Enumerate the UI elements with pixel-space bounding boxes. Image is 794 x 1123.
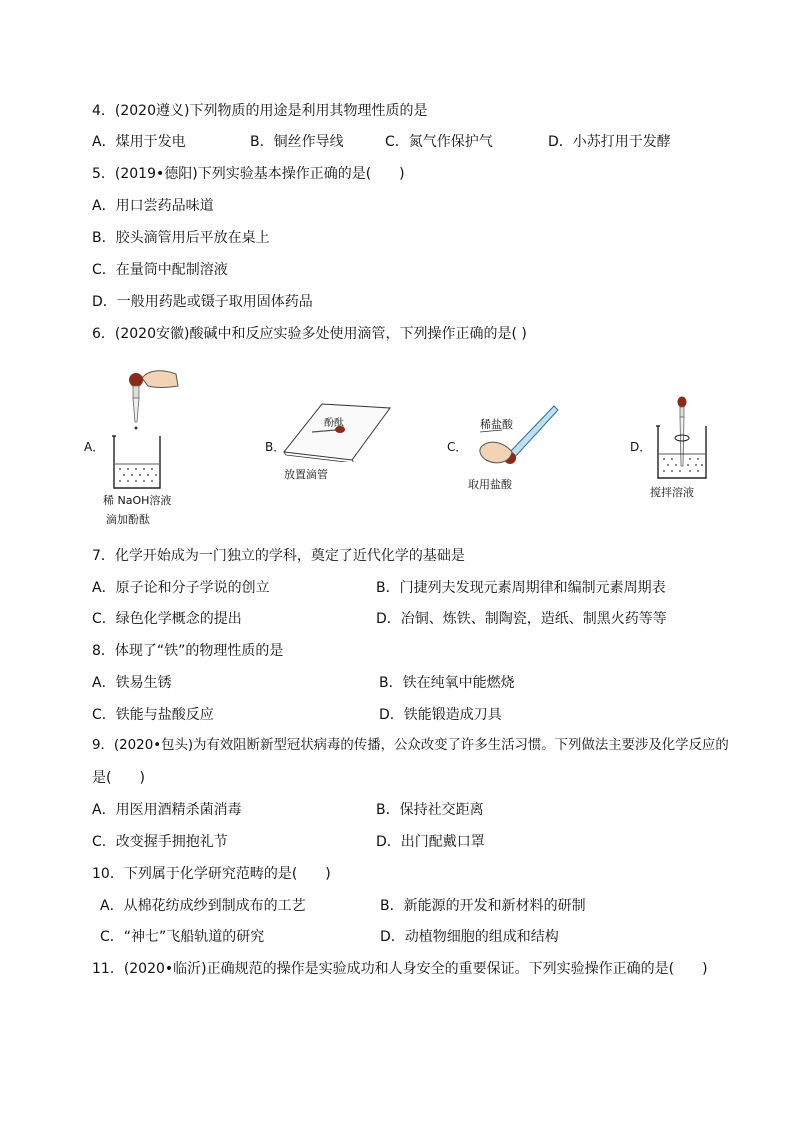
q6-fig-b-illustration: [282, 402, 392, 462]
q9-option-c: C．改变握手拥抱礼节: [92, 834, 228, 850]
q4-option-c: C．氮气作保护气: [385, 134, 493, 150]
q10-option-b: B．新能源的开发和新材料的研制: [380, 898, 586, 914]
q9-stem-continued: 是( ): [92, 770, 145, 786]
q10-option-c: C．“神七”飞船轨道的研究: [100, 929, 265, 945]
q8-option-b: B．铁在纯氧中能燃烧: [379, 675, 515, 691]
q9-option-a: A．用医用酒精杀菌消毒: [92, 802, 242, 818]
q6-fig-d-illustration: [650, 396, 710, 482]
q6-fig-a-letter: A．: [84, 440, 105, 454]
q6-fig-c-label: 稀盐酸: [480, 418, 513, 431]
q7-option-b: B．门捷列夫发现元素周期律和编制元素周期表: [376, 580, 666, 596]
q6-fig-c-letter: C．: [447, 440, 468, 454]
q5-option-a: A．用口尝药品味道: [92, 198, 214, 214]
q10-option-a: A．从棉花纺成纱到制成布的工艺: [100, 898, 306, 914]
q10-stem: 10．下列属于化学研究范畴的是( ): [92, 866, 331, 882]
q6-stem: 6．(2020安徽)酸碱中和反应实验多处使用滴管，下列操作正确的是( ): [92, 326, 527, 342]
q5-option-c: C．在量筒中配制溶液: [92, 262, 228, 278]
q8-stem: 8．体现了“铁”的物理性质的是: [92, 643, 284, 659]
q5-option-b: B．胶头滴管用后平放在桌上: [92, 230, 270, 246]
q6-fig-b-caption: 放置滴管: [284, 468, 328, 481]
q5-option-d: D．一般用药匙或镊子取用固体药品: [92, 294, 313, 310]
q6-fig-a-illustration: [100, 364, 190, 494]
q6-fig-c-caption: 取用盐酸: [468, 478, 512, 491]
q6-fig-c-illustration: [462, 402, 562, 472]
q8-option-d: D．铁能锻造成刀具: [379, 707, 502, 723]
q4-option-b: B．铜丝作导线: [250, 134, 344, 150]
q5-stem: 5．(2019•德阳)下列实验基本操作正确的是( ): [92, 166, 405, 182]
q6-fig-d-caption: 搅拌溶液: [650, 486, 694, 499]
q6-fig-b-label: 酚酞: [324, 418, 344, 429]
q6-fig-b-letter: B．: [265, 440, 286, 454]
q4-stem: 4．(2020遵义)下列物质的用途是利用其物理性质的是: [92, 103, 428, 119]
q11-stem: 11．(2020•临沂)正确规范的操作是实验成功和人身安全的重要保证。下列实验操作正确的是( ): [92, 961, 708, 977]
q6-fig-a-caption1: 稀 NaOH溶液: [103, 494, 172, 507]
q9-option-b: B．保持社交距离: [376, 802, 484, 818]
q10-option-d: D．动植物细胞的组成和结构: [380, 929, 559, 945]
q7-stem: 7．化学开始成为一门独立的学科，奠定了近代化学的基础是: [92, 548, 465, 564]
q4-option-a: A．煤用于发电: [92, 134, 186, 150]
q7-option-d: D．冶铜、炼铁、制陶瓷，造纸、制黑火药等等: [376, 611, 667, 627]
q4-option-d: D．小苏打用于发酵: [548, 134, 671, 150]
q7-option-c: C．绿色化学概念的提出: [92, 611, 242, 627]
q8-option-a: A．铁易生锈: [92, 675, 172, 691]
q9-stem: 9．(2020•包头)为有效阻断新型冠状病毒的传播，公众改变了许多生活习惯。下列做法主要涉及化学反应的: [92, 738, 729, 753]
q6-fig-d-letter: D．: [630, 440, 652, 454]
q7-option-a: A．原子论和分子学说的创立: [92, 580, 270, 596]
q6-fig-a-caption2: 滴加酚酞: [106, 513, 150, 526]
q8-option-c: C．铁能与盐酸反应: [92, 707, 214, 723]
q9-option-d: D．出门配戴口罩: [376, 834, 485, 850]
